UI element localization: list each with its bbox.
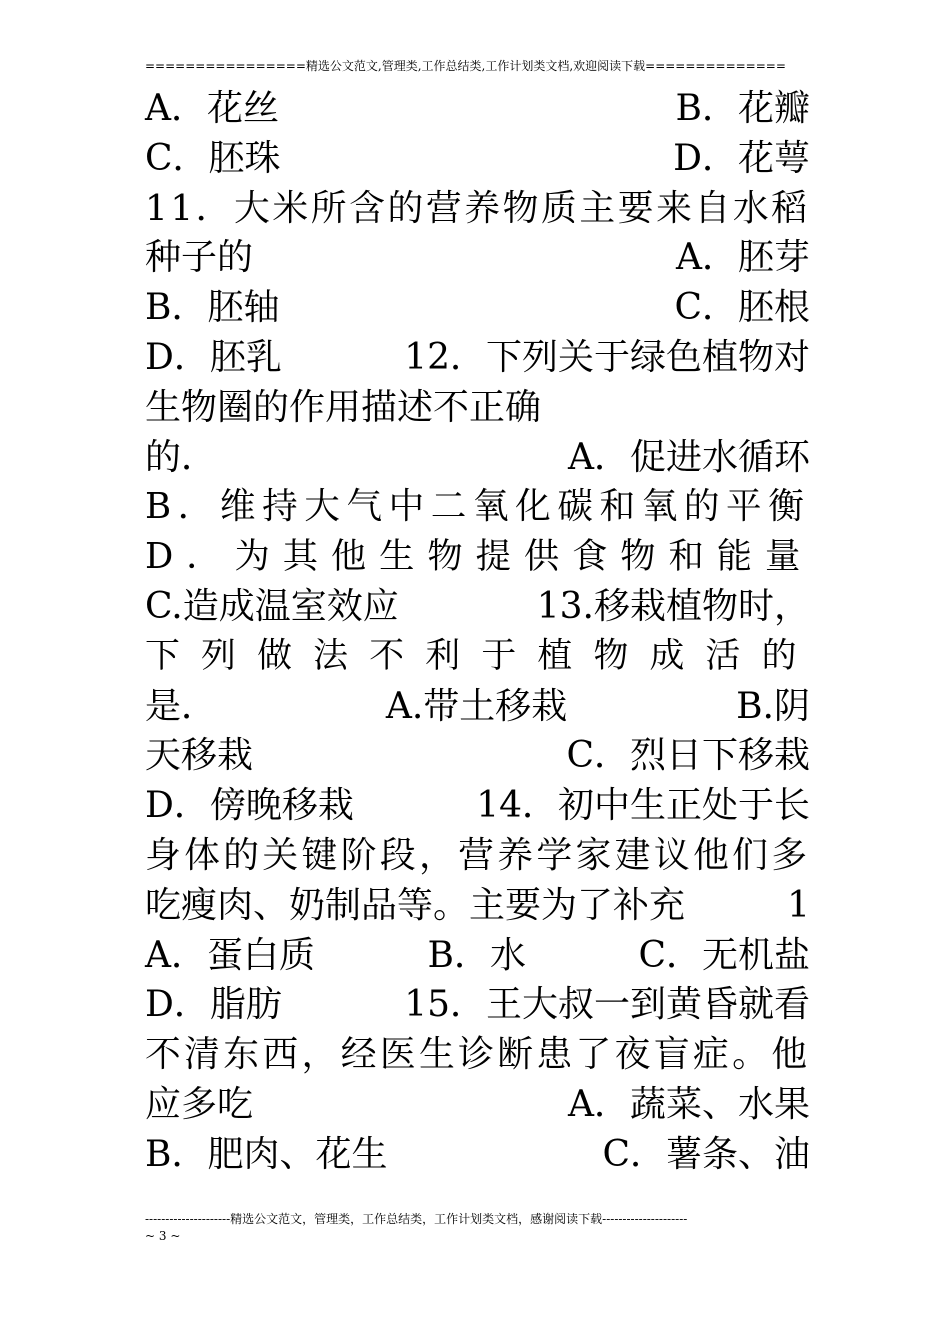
text-segment: 的． — [145, 436, 218, 478]
text-segment: 1 — [787, 884, 810, 926]
text-segment: C.造成温室效应 — [145, 585, 399, 627]
text-line — [145, 383, 810, 433]
text-segment: 12．下列关于绿色植物对 — [404, 336, 810, 378]
text-line — [145, 682, 810, 732]
text-segment: 应多吃 — [145, 1083, 254, 1125]
text-line — [145, 931, 810, 981]
text-line — [145, 233, 810, 283]
text-segment: B．水 — [427, 934, 526, 976]
text-line — [145, 781, 810, 831]
text-line — [145, 134, 810, 184]
text-segment: 14．初中生正处于长 — [476, 785, 810, 827]
text-segment: 15．王大叔一到黄昏就看 — [404, 984, 810, 1026]
text-line — [145, 283, 810, 333]
text-line — [145, 532, 814, 582]
text-line — [145, 1030, 810, 1080]
text-segment: C．胚珠 — [145, 137, 281, 179]
text-segment: C．胚根 — [674, 287, 810, 329]
text-segment: 下列做法不利于植物成活的 — [145, 635, 818, 676]
text-line — [145, 731, 810, 781]
text-segment: D．为其他生物提供食物和能量 — [145, 536, 814, 578]
text-line — [145, 582, 810, 632]
text-segment: A．蔬菜、水果 — [568, 1083, 810, 1125]
text-segment: 吃瘦肉、奶制品等。主要为了补充 — [145, 884, 686, 926]
text-line — [145, 881, 810, 931]
text-segment: B．肥肉、花生 — [145, 1133, 388, 1175]
text-line — [145, 333, 810, 383]
text-segment: C．无机盐 — [638, 934, 810, 976]
text-line — [145, 84, 810, 134]
text-segment: A．胚芽 — [676, 237, 810, 279]
text-segment: A．花丝 — [145, 88, 279, 129]
page-header: ================精选公文范文,管理类,工作总结类,工作计划类文档,欢迎阅读下载============== — [145, 59, 786, 73]
text-line — [145, 482, 810, 532]
text-segment: A．促进水循环 — [568, 436, 810, 478]
body-text — [145, 84, 818, 1180]
text-segment: B．花瓣 — [675, 88, 810, 129]
text-segment: 身体的关键阶段，营养学家建议他们多 — [145, 834, 811, 876]
page-footer: ---------------------精选公文范文，管理类，工作总结类，工作计划类文档，感谢阅读下载--------------------- — [145, 1212, 688, 1226]
text-line — [145, 1080, 810, 1130]
text-segment: B.阴 — [736, 685, 810, 727]
text-segment: D．傍晚移栽 — [145, 785, 354, 827]
text-line — [145, 632, 818, 682]
text-segment: 13.移栽植物时， — [536, 585, 810, 627]
page-number: ~ 3 ~ — [145, 1229, 181, 1243]
text-segment: A.带土移栽 — [385, 685, 568, 727]
text-line — [145, 1130, 810, 1180]
text-segment: 不清东西，经医生诊断患了夜盲症。他 — [145, 1034, 811, 1076]
text-segment: D．花萼 — [673, 137, 810, 179]
text-segment: D．脂肪 — [145, 984, 282, 1026]
text-line — [145, 184, 810, 234]
text-line — [145, 980, 810, 1030]
text-segment: D．胚乳 — [145, 336, 282, 378]
text-segment: C．烈日下移栽 — [566, 735, 810, 777]
text-segment: C．薯条、油 — [602, 1133, 810, 1175]
text-segment: B．维持大气中二氧化碳和氧的平衡 — [145, 486, 811, 528]
text-segment: A．蛋白质 — [145, 934, 315, 976]
text-line — [145, 831, 810, 881]
text-segment: 种子的 — [145, 237, 254, 279]
text-segment: B．胚轴 — [145, 287, 280, 329]
text-line — [145, 433, 810, 483]
text-segment: 天移栽 — [145, 735, 254, 777]
text-segment: 是． — [145, 685, 218, 727]
text-segment: 11．大米所含的营养物质主要来自水稻 — [145, 187, 810, 229]
text-segment: 生物圈的作用描述不正确 — [145, 386, 542, 428]
